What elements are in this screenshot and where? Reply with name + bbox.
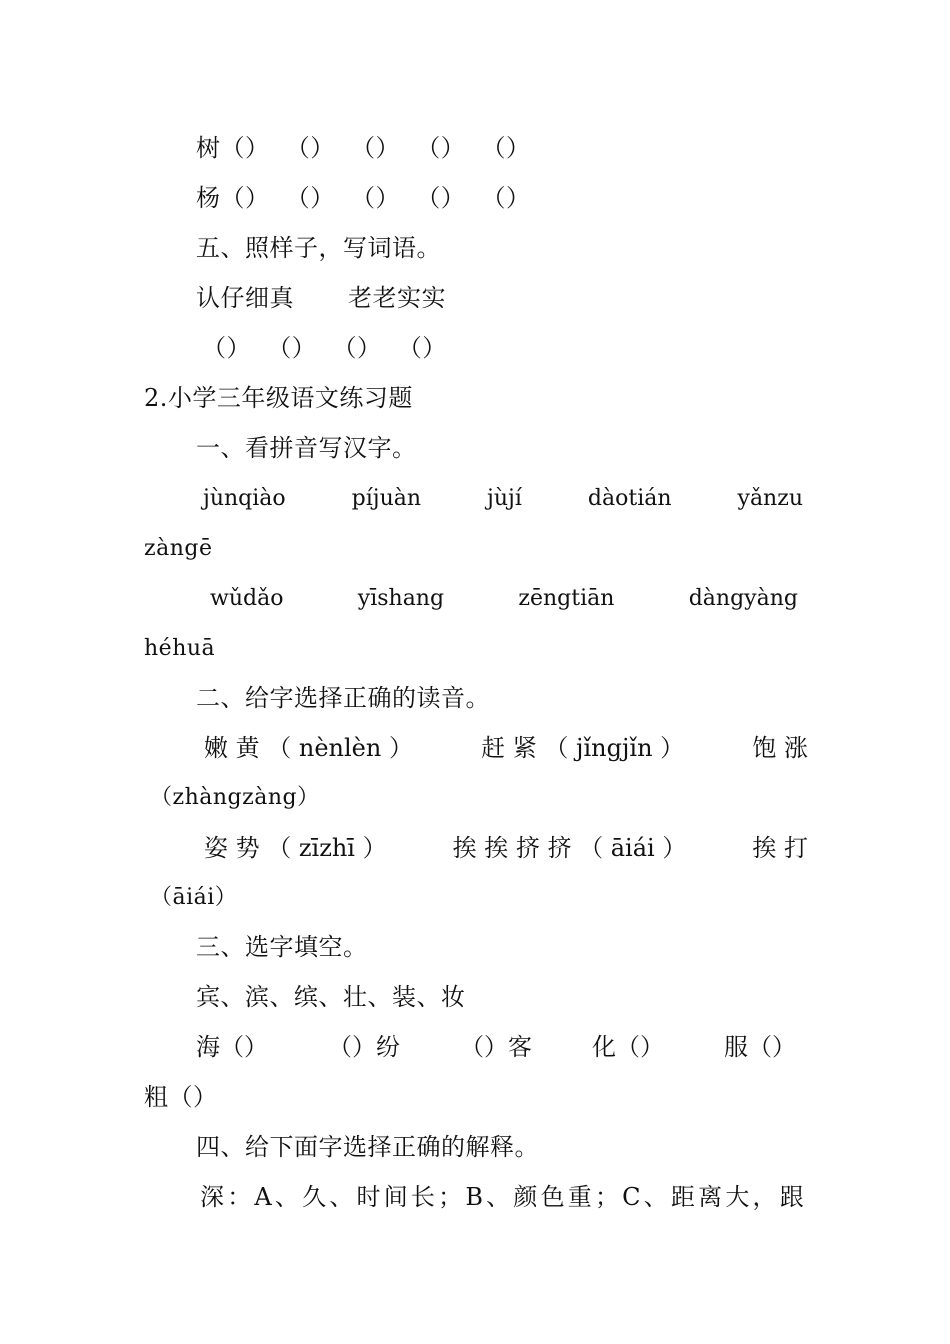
section-heading-1: 一、看拼音写汉字。 xyxy=(196,434,417,462)
pinyin-word: yǎnzu xyxy=(737,486,803,511)
answer-blanks: （） （） （） （） xyxy=(202,334,447,362)
pinyin-word-wrap-2: héhuā xyxy=(144,636,216,661)
pinyin-word: jùnqiào xyxy=(203,486,286,511)
reading-row-1 xyxy=(204,733,808,763)
fill-blank-item: （）纷 xyxy=(328,1033,400,1061)
example-word-2: 老老实实 xyxy=(348,284,446,312)
reading-item: 嫩 黄 （ nènlèn ） xyxy=(204,734,413,762)
reading-item: 挨 挨 挤 挤 （ āiái ） xyxy=(452,834,687,862)
reading-wrap-1: （zhàngzàng） xyxy=(150,785,320,810)
example-word-1: 认仔细真 xyxy=(196,284,294,312)
reading-item: 姿 势 （ zīzhī ） xyxy=(204,834,387,862)
exercise-title: 2.小学三年级语文练习题 xyxy=(144,384,413,412)
reading-item: 饱 涨 xyxy=(752,734,808,762)
fill-blank-wrap: 粗（） xyxy=(144,1083,218,1111)
definition-line: 深：A、久、时间长；B、颜色重；C、距离大，跟 xyxy=(200,1183,807,1211)
pinyin-row-1 xyxy=(203,484,803,514)
fill-blank-item: （）客 xyxy=(460,1033,532,1061)
pinyin-word: wǔdǎo xyxy=(210,586,284,611)
section-heading-4: 四、给下面字选择正确的解释。 xyxy=(196,1133,539,1161)
reading-wrap-2: （āiái） xyxy=(150,885,238,910)
reading-row-2 xyxy=(204,833,808,863)
pinyin-word-wrap-1: zàngē xyxy=(144,536,213,561)
pinyin-word: yīshang xyxy=(357,586,445,611)
pinyin-word: jùjí xyxy=(487,486,522,511)
pinyin-word: píjuàn xyxy=(351,486,422,511)
practice-line-yang: 杨（） （） （） （） （） xyxy=(196,184,531,212)
section-heading-5: 五、照样子，写词语。 xyxy=(196,234,441,262)
practice-line-shu: 树（） （） （） （） （） xyxy=(196,134,531,162)
fill-blank-item: 海（） xyxy=(196,1033,268,1061)
reading-item: 赶 紧 （ jǐngjǐn ） xyxy=(481,734,685,762)
character-options: 宾、滨、缤、壮、装、妆 xyxy=(196,983,466,1011)
fill-blank-item: 化（） xyxy=(592,1033,664,1061)
section-heading-2: 二、给字选择正确的读音。 xyxy=(196,684,490,712)
fill-blank-item: 服（） xyxy=(724,1033,796,1061)
pinyin-row-2 xyxy=(210,584,798,614)
pinyin-word: dàngyàng xyxy=(688,586,798,611)
pinyin-word: zēngtiān xyxy=(518,586,615,611)
fill-blank-row xyxy=(196,1032,796,1062)
reading-item: 挨 打 xyxy=(752,834,808,862)
pinyin-word: dàotián xyxy=(587,486,672,511)
section-heading-3: 三、选字填空。 xyxy=(196,933,368,961)
